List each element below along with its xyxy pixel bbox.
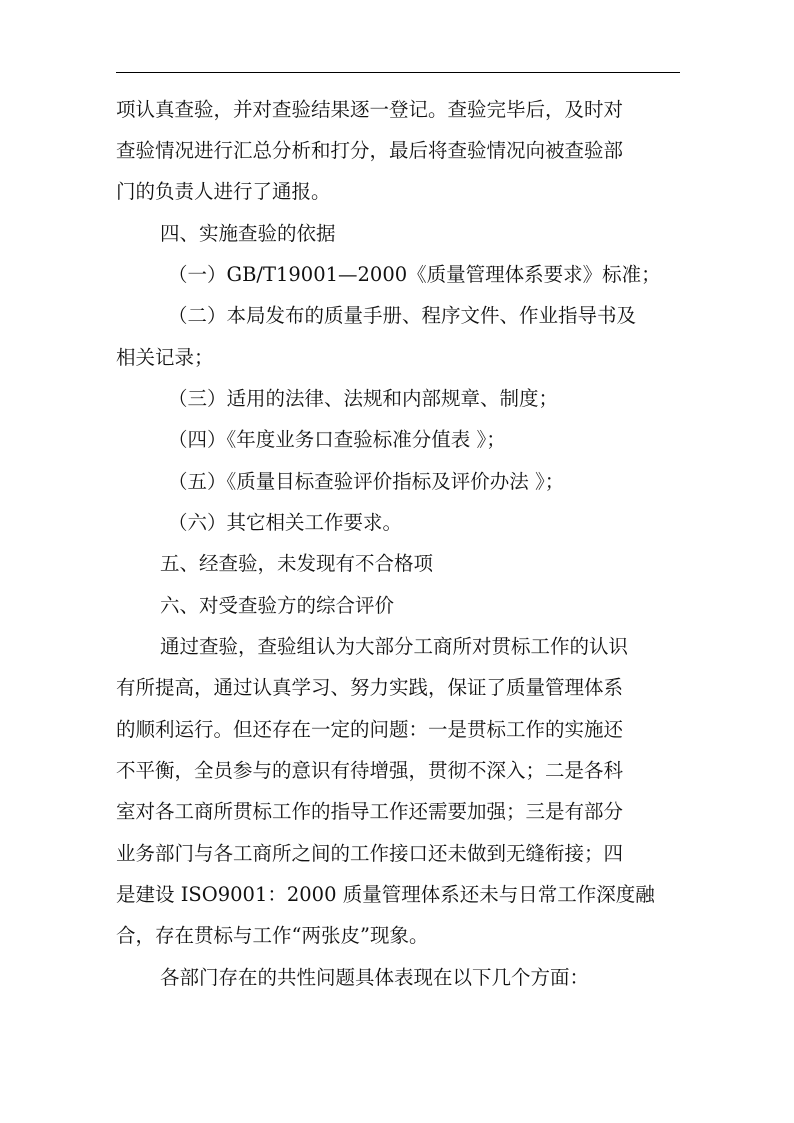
paragraph-line: 项认真查验，并对查验结果逐一登记。查验完毕后，及时对: [116, 98, 624, 121]
section-heading: 五、经查验，未发现有不合格项: [160, 552, 434, 575]
paragraph-line: 各部门存在的共性问题具体表现在以下几个方面：: [160, 966, 590, 989]
list-item: （六）其它相关工作要求。: [168, 511, 403, 534]
list-item: （五）《质量目标查验评价指标及评价办法 》；: [168, 470, 565, 493]
list-item: （一）GB/T19001—2000《质量管理体系要求》标准；: [168, 263, 661, 286]
list-item: （二）本局发布的质量手册、程序文件、作业指导书及: [168, 304, 637, 327]
paragraph-line: 门的负责人进行了通报。: [116, 180, 331, 203]
section-heading: 六、对受查验方的综合评价: [160, 594, 395, 617]
paragraph-line: 通过查验，查验组认为大部分工商所对贯标工作的认识: [160, 635, 629, 658]
header-rule: [116, 72, 680, 73]
list-item: （四）《年度业务口查验标准分值表 》；: [168, 428, 506, 451]
paragraph-line: 查验情况进行汇总分析和打分，最后将查验情况向被查验部: [116, 139, 624, 162]
paragraph-line: 业务部门与各工商所之间的工作接口还未做到无缝衔接；四: [116, 842, 624, 865]
paragraph-line: 的顺利运行。但还存在一定的问题：一是贯标工作的实施还: [116, 718, 624, 741]
paragraph-line: 不平衡，全员参与的意识有待增强，贯彻不深入；二是各科: [116, 759, 624, 782]
list-item-continuation: 相关记录；: [116, 346, 214, 369]
list-item: （三）适用的法律、法规和内部规章、制度；: [168, 387, 559, 410]
paragraph-line: 室对各工商所贯标工作的指导工作还需要加强；三是有部分: [116, 800, 624, 823]
section-heading: 四、实施查验的依据: [160, 222, 336, 245]
paragraph-line: 合，存在贯标与工作“两张皮”现象。: [116, 924, 429, 947]
paragraph-line: 是建设 ISO9001：2000 质量管理体系还未与日常工作深度融: [116, 883, 655, 906]
paragraph-line: 有所提高，通过认真学习、努力实践，保证了质量管理体系: [116, 676, 624, 699]
